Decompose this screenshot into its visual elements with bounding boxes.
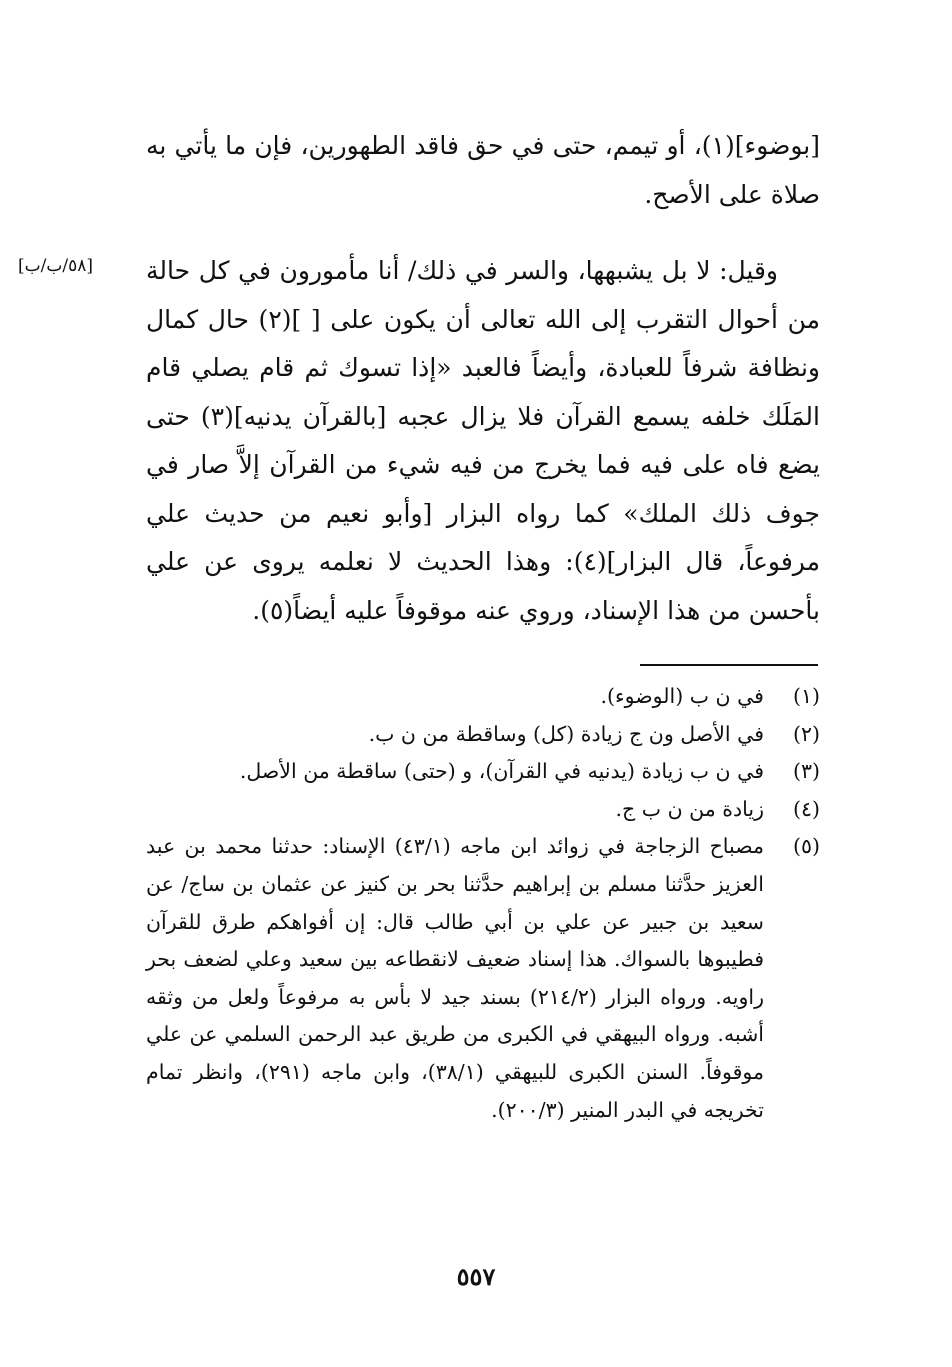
footnote-4 [146,791,820,829]
footnote-text: في ن ب (الوضوء). [600,684,764,708]
footnote-text: زيادة من ن ب ج. [615,796,764,821]
footnote-number: (٥) [792,834,820,859]
page-number: ٥٥٧ [456,1262,496,1291]
footnote-number: (٤) [792,796,820,821]
body-paragraph-1: [بوضوء](١)، أو تيمم، حتى في حق فاقد الطهورين، فإن ما يأتي به صلاة على الأصح. [146,131,820,209]
footnote-2 [146,716,820,754]
footnote-number: (٣) [792,759,820,784]
body-paragraph-1-container [146,122,820,219]
footnote-3 [146,753,820,791]
footnote-text: في ن ب زيادة (يدنيه في القرآن)، و (حتى) ساقطة من الأصل. [239,759,764,784]
footnote-text: مصباح الزجاجة في زوائد ابن ماجه (٤٣/١) الإسناد: حدثنا محمد بن عبد العزيز حدَّثنا مسلم بن إبراهيم حدَّثنا بحر بن كنيز عن عثمان بن ساج/ عن سعيد بن جبير عن علي بن أبي طالب قال: إن أفواهكم طرق للقرآن فطيبوها بالسواك. هذا إسناد ضعيف لانقطاعه بين سعيد وعلي لضعف بحر راويه. ورواه البزار (٢١٤/٢) بسند جيد لا بأس به مرفوعاً ولعل من وثقه أشبه. ورواه البيهقي في الكبرى من طريق عبد الرحمن السلمي عن علي موقوفاً. السنن الكبرى للبيهقي (٣٨/١)، وابن ماجه (٢٩١)، وانظر تمام تخريجه في البدر المنير (٢٠٠/٣). [146,834,764,1122]
footnote-separator [640,664,818,666]
footnotes [146,678,820,1129]
manuscript-folio-reference: [٥٨/ب/ب] [18,256,94,276]
footnote-5 [146,828,820,1129]
body-paragraph-2-container [146,247,820,635]
footnote-1 [146,678,820,716]
footnote-text: في الأصل ون ج زيادة (كل) وساقطة من ن ب. [368,721,764,746]
footnote-number: (١) [792,684,820,708]
footnote-number: (٢) [792,721,820,746]
body-paragraph-2: وقيل: لا بل يشبهها، والسر في ذلك/ أنا مأمورون في كل حالة من أحوال التقرب إلى الله تعالى أن يكون على [ ](٢) حال كمال ونظافة شرفاً للعبادة، وأيضاً فالعبد «إذا تسوك ثم قام يصلي قام المَلَك خلفه يسمع القرآن فلا يزال عجبه [بالقرآن يدنيه](٣) حتى يضع فاه على فيه فما يخرج من فيه شيء من القرآن إلاَّ صار في جوف ذلك الملك» كما رواه البزار [وأبو نعيم من حديث علي مرفوعاً، قال البزار](٤): وهذا الحديث لا نعلمه يروى عن علي بأحسن من هذا الإسناد، وروي عنه موقوفاً عليه أيضاً(٥). [146,256,821,625]
